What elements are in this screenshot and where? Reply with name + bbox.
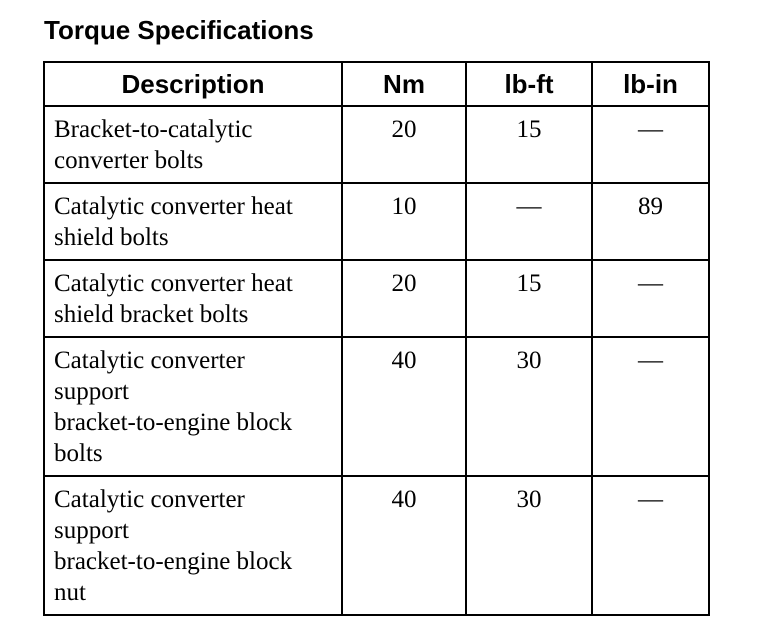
description-cell: Bracket-to-catalytic converter bolts bbox=[44, 106, 342, 183]
column-header-nm: Nm bbox=[342, 62, 466, 106]
lb-ft-cell: — bbox=[466, 183, 592, 260]
lb-ft-cell: 15 bbox=[466, 260, 592, 337]
table-header-row bbox=[44, 62, 709, 106]
nm-cell: 20 bbox=[342, 106, 466, 183]
nm-cell: 20 bbox=[342, 260, 466, 337]
nm-cell: 40 bbox=[342, 337, 466, 476]
description-cell: Catalytic converter heat shield bolts bbox=[44, 183, 342, 260]
lb-in-cell: — bbox=[592, 337, 709, 476]
table-row bbox=[44, 106, 709, 183]
table-row bbox=[44, 183, 709, 260]
lb-ft-cell: 15 bbox=[466, 106, 592, 183]
column-header-description: Description bbox=[44, 62, 342, 106]
column-header-lb-ft: lb-ft bbox=[466, 62, 592, 106]
column-header-lb-in: lb-in bbox=[592, 62, 709, 106]
table-row bbox=[44, 337, 709, 476]
lb-ft-cell: 30 bbox=[466, 337, 592, 476]
table-row bbox=[44, 260, 709, 337]
table-row bbox=[44, 476, 709, 615]
lb-in-cell: — bbox=[592, 260, 709, 337]
nm-cell: 40 bbox=[342, 476, 466, 615]
lb-in-cell: 89 bbox=[592, 183, 709, 260]
description-cell: Catalytic converter heat shield bracket bolts bbox=[44, 260, 342, 337]
torque-spec-table bbox=[43, 61, 710, 616]
nm-cell: 10 bbox=[342, 183, 466, 260]
lb-in-cell: — bbox=[592, 106, 709, 183]
page-title: Torque Specifications bbox=[44, 15, 314, 45]
description-cell: Catalytic converter support bracket-to-engine block nut bbox=[44, 476, 342, 615]
description-cell: Catalytic converter support bracket-to-engine block bolts bbox=[44, 337, 342, 476]
lb-ft-cell: 30 bbox=[466, 476, 592, 615]
lb-in-cell: — bbox=[592, 476, 709, 615]
